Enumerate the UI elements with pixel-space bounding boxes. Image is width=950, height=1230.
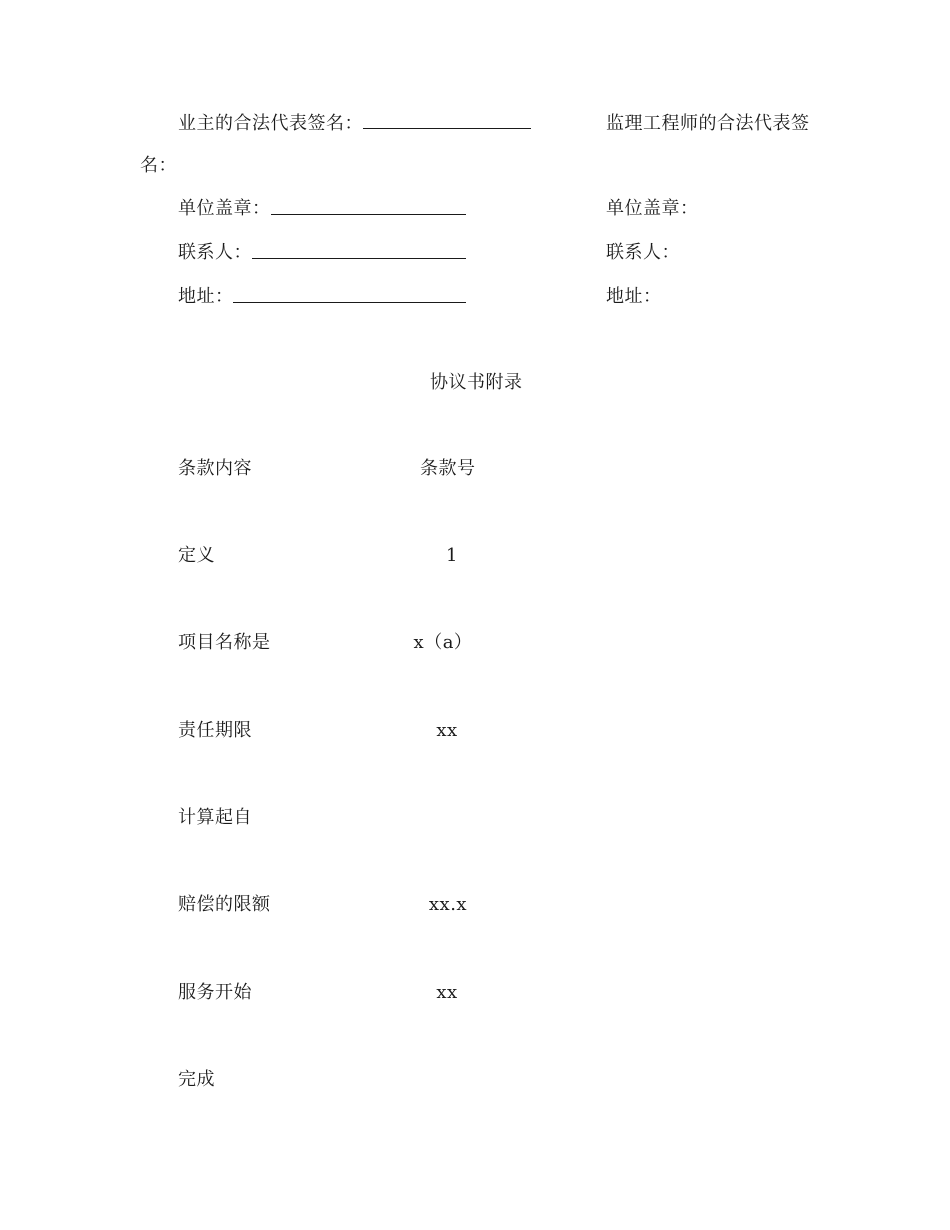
engineer-seal-label: 单位盖章： bbox=[606, 198, 699, 219]
row-item: 计算起自 bbox=[178, 807, 252, 828]
owner-sign-label: 业主的合法代表签名： bbox=[178, 113, 363, 134]
owner-contact-label: 联系人： bbox=[178, 242, 252, 263]
owner-seal-label: 单位盖章： bbox=[178, 198, 271, 219]
owner-contact-blank bbox=[252, 258, 466, 259]
owner-address-blank bbox=[233, 302, 466, 303]
row-item: 赔偿的限额 bbox=[178, 894, 271, 915]
row-item: 定义 bbox=[178, 545, 215, 566]
header-clause: 条款号 bbox=[420, 458, 476, 479]
row-item: 服务开始 bbox=[178, 982, 252, 1003]
row-clause: xx bbox=[436, 982, 458, 1003]
owner-address-label: 地址： bbox=[178, 286, 234, 307]
row-item: 责任期限 bbox=[178, 720, 252, 741]
engineer-address-label: 地址： bbox=[606, 286, 662, 307]
row-item: 完成 bbox=[178, 1069, 215, 1090]
owner-seal-blank bbox=[271, 214, 466, 215]
row-clause: xx.x bbox=[428, 894, 468, 915]
engineer-sign-label: 监理工程师的合法代表签 bbox=[606, 113, 810, 134]
row-item: 项目名称是 bbox=[178, 632, 271, 653]
engineer-sign-label-continued: 名： bbox=[140, 155, 177, 176]
row-clause: 1 bbox=[446, 545, 458, 566]
row-clause: xx bbox=[436, 720, 458, 741]
appendix-title: 协议书附录 bbox=[430, 372, 523, 393]
row-clause: x（a） bbox=[413, 632, 473, 653]
engineer-contact-label: 联系人： bbox=[606, 242, 680, 263]
header-item: 条款内容 bbox=[178, 458, 252, 479]
owner-sign-blank bbox=[363, 128, 531, 129]
